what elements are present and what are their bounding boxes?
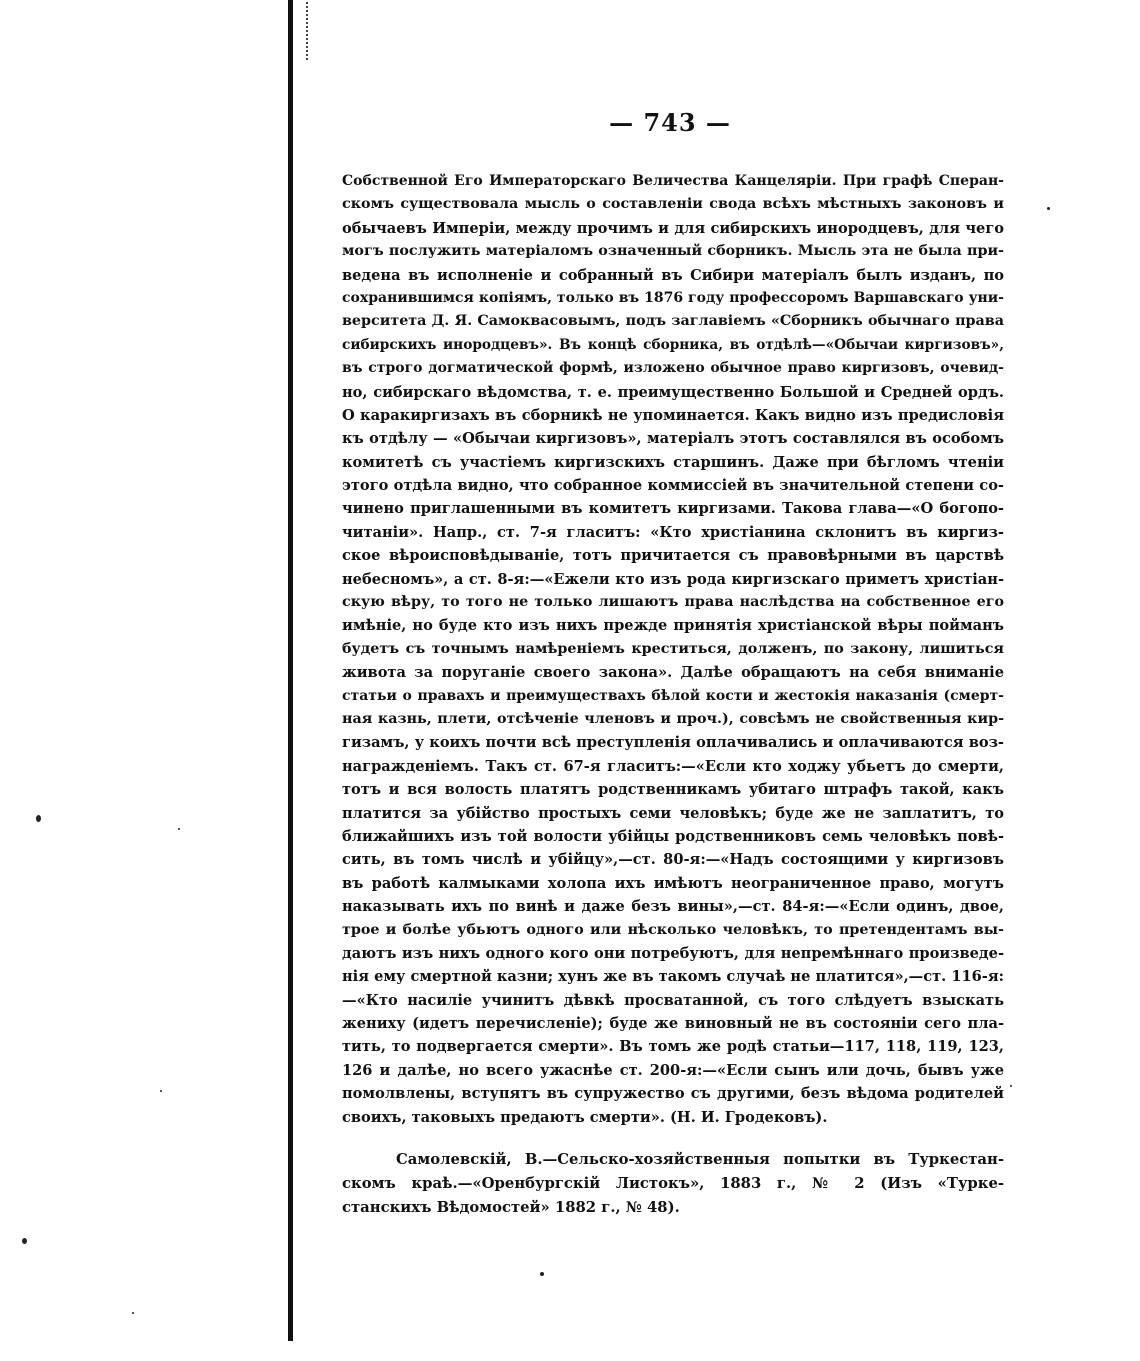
text-line: ское вѣроисповѣдываніе, тотъ причитается съ правовѣрными въ царствѣ: [342, 547, 1004, 565]
text-line: скую вѣру, то того не только лишаютъ права наслѣдства на собственное его: [342, 594, 1004, 611]
text-line: награжденіемъ. Такъ ст. 67-я гласитъ:—«Если кто ходжу убьетъ до смерти,: [342, 757, 1004, 775]
text-line: статьи о правахъ и преимуществахъ бѣлой кости и жестокія наказанія (смерт-: [342, 687, 1004, 704]
text-line: этого отдѣла видно, что собранное коммиссіей въ значительной степени со-: [342, 477, 1004, 495]
text-line: ная казнь, плети, отсѣченіе членовъ и проч.), совсѣмъ не свойственныя кир-: [342, 710, 1004, 727]
text-line: платится за убійство простыхъ семи человѣкъ; буде же не заплатитъ, то: [342, 804, 1004, 822]
text-line: тотъ и вся волость платятъ родственникамъ убитаго штрафъ такой, какъ: [342, 781, 1004, 799]
text-line: даютъ изъ нихъ одного кого они потребуютъ, для непремѣннаго произведе-: [342, 944, 1004, 962]
text-line: имѣніе, но буде кто изъ нихъ прежде принятія христіанской вѣры пойманъ: [342, 617, 1004, 635]
scan-speck: [22, 1238, 27, 1244]
body-text: [342, 170, 1004, 1129]
text-line: сибирскихъ инородцевъ». Въ концѣ сборника, въ отдѣлѣ—«Обычаи киргизовъ»,: [342, 336, 1004, 353]
page-number: — 743 —: [609, 108, 731, 137]
bibliography-line: скомъ краѣ.—«Оренбургскій Листокъ», 1883 г., № 2 (Изъ «Турке-: [342, 1175, 1004, 1192]
text-line: ближайшихъ изъ той волости убійцы родственниковъ семь человѣкъ повѣ-: [342, 827, 1004, 845]
text-line: Собственной Его Императорскаго Величества Канцеляріи. При графѣ Сперан-: [342, 173, 1004, 189]
bibliography-line: станскихъ Вѣдомостей» 1882 г., № 48).: [342, 1199, 680, 1216]
text-line: сить, въ томъ числѣ и убійцу»,—ст. 80-я:—«Надъ состоящими у киргизовъ: [342, 851, 1004, 869]
text-line: небесномъ», а ст. 8-я:—«Ежели кто изъ рода киргизскаго приметъ христіан-: [342, 570, 1004, 588]
text-line: ведена въ исполненіе и собранный въ Сибири матеріалъ былъ изданъ, по: [342, 266, 1004, 284]
text-line: въ работѣ калмыками холопа ихъ имѣютъ неограниченное право, могутъ: [342, 874, 1004, 892]
text-line: своихъ, таковыхъ предаютъ смерти». (Н. И. Гродековъ).: [342, 1108, 828, 1126]
text-line: 126 и далѣе, но всего ужаснѣе ст. 200-я:—«Если сынъ или дочь, бывъ уже: [342, 1061, 1004, 1079]
text-line: сохранившимся копіямъ, только въ 1876 году профессоромъ Варшавскаго уни-: [342, 289, 1004, 306]
text-line: скомъ существовала мысль о составленіи свода всѣхъ мѣстныхъ законовъ и: [342, 196, 1004, 213]
text-line: трое и болѣе убьютъ одного или нѣсколько человѣкъ, то претендентамъ вы-: [342, 921, 1004, 938]
text-line: жениху (идетъ перечисленіе); буде же виновный не въ состояніи сего пла-: [342, 1015, 1004, 1033]
scan-speck: [160, 1090, 162, 1092]
text-line: чинено приглашенными въ комитетъ киргизами. Такова глава—«О богопо-: [342, 500, 1004, 518]
text-line: гизамъ, у коихъ почти всѣ преступленія оплачивались и оплачиваются воз-: [342, 734, 1004, 752]
text-line: помолвлены, вступятъ въ супружество съ другими, безъ вѣдома родителей: [342, 1085, 1004, 1103]
text-line: читаніи». Напр., ст. 7-я гласитъ: «Кто христіанина склонитъ въ киргиз-: [342, 523, 1004, 541]
scan-speck: [1047, 207, 1050, 210]
text-line: наказывать ихъ по винѣ и даже безъ вины»,—ст. 84-я:—«Если одинъ, двое,: [342, 898, 1004, 916]
scan-speck: [178, 828, 180, 830]
text-line: тить, то подвергается смерти». Въ томъ же родѣ статьи—117, 118, 119, 123,: [342, 1038, 1004, 1056]
text-line: но, сибирскаго вѣдомства, т. е. преимущественно Большой и Средней ордъ.: [342, 383, 1004, 401]
text-line: комитетѣ съ участіемъ киргизскихъ старшинъ. Даже при бѣгломъ чтеніи: [342, 453, 1004, 471]
bibliography-entry: [342, 1148, 1004, 1220]
scan-speck: [36, 815, 41, 822]
text-line: къ отдѣлу — «Обычаи киргизовъ», матеріалъ этотъ составлялся въ особомъ: [342, 430, 1004, 448]
text-line: въ строго догматической формѣ, изложено обычное право киргизовъ, очевид-: [342, 360, 1004, 377]
scan-speck: [132, 1312, 134, 1314]
text-line: верситета Д. Я. Самоквасовымъ, подъ заглавіемъ «Сборникъ обычнаго права: [342, 313, 1004, 330]
binding-edge-marks: [306, 2, 310, 60]
binding-edge-rule: [288, 0, 293, 1341]
text-line: нія ему смертной казни; хунъ же въ такомъ случаѣ не платится»,—ст. 116-я:: [342, 968, 1004, 986]
text-line: будетъ съ точнымъ намѣреніемъ креститься, долженъ, по закону, лишиться: [342, 640, 1004, 657]
text-line: обычаевъ Имперіи, между прочимъ и для сибирскихъ инородцевъ, для чего: [342, 219, 1004, 237]
text-line: живота за поруганіе своего закона». Далѣе обращаютъ на себя вниманіе: [342, 664, 1004, 682]
text-line: О каракиргизахъ въ сборникѣ не упоминается. Какъ видно изъ предисловія: [342, 406, 1004, 424]
scan-speck: [1010, 1085, 1012, 1087]
scan-speck: [540, 1272, 544, 1276]
bibliography-line: Самолевскій, В.—Сельско-хозяйственныя попытки въ Туркестан-: [396, 1151, 1004, 1168]
text-line: могъ послужить матеріаломъ означенный сборникъ. Мысль эта не была при-: [342, 243, 1004, 260]
text-line: —«Кто насиліе учинитъ дѣвкѣ просватанной, съ того слѣдуетъ взыскать: [342, 991, 1004, 1009]
